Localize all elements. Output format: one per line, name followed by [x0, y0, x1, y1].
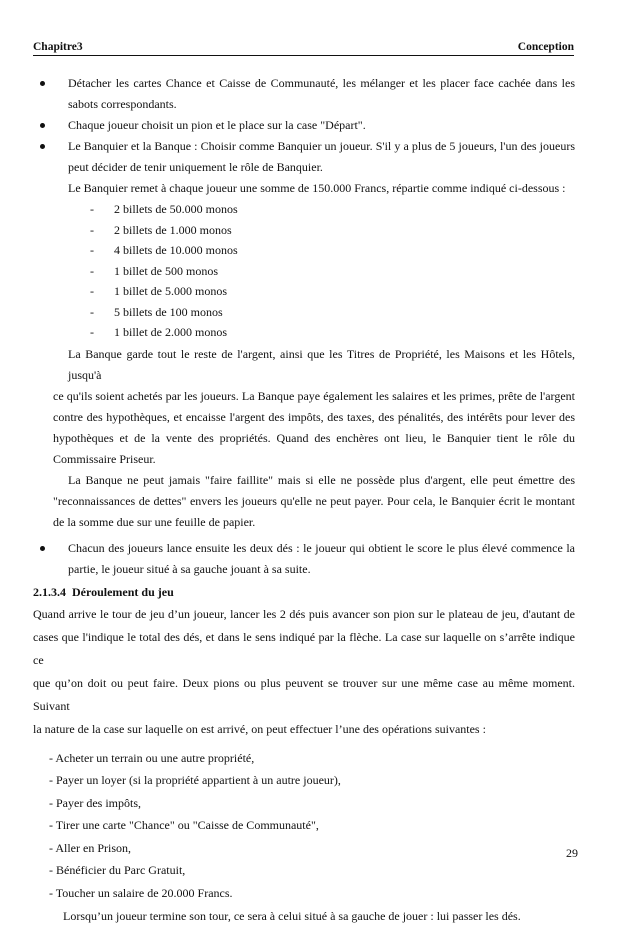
operation-item: - Payer des impôts, [49, 795, 141, 810]
bill-item [90, 302, 575, 323]
dash-marker: - [90, 263, 94, 278]
dash-marker: - [90, 304, 94, 319]
operation-item: - Aller en Prison, [49, 840, 131, 855]
bullet-icon [40, 123, 45, 128]
order-bullet-list [33, 538, 575, 580]
text-line: partie, le joueur situé à sa gauche jouant à sa suite. [68, 561, 311, 576]
page-header [33, 41, 574, 56]
bullet-icon [40, 546, 45, 551]
bill-label: 2 billets de 50.000 monos [114, 202, 238, 216]
bill-label: 1 billet de 500 monos [114, 263, 218, 278]
section-number: 2.1.3.4 [33, 584, 66, 599]
header-section: Conception [517, 41, 574, 53]
dash-marker: - [90, 325, 94, 339]
bill-item [90, 322, 575, 343]
text-line: Détacher les cartes Chance et Caisse de Communauté, les mélanger et les placer face cachée dans les [68, 76, 575, 90]
page-content [33, 73, 575, 927]
section-heading [33, 582, 575, 603]
text-line: Chacun des joueurs lance ensuite les deux dés : le joueur qui obtient le score le plus élevé commence la [68, 540, 575, 555]
bullet-item [33, 538, 575, 580]
bill-label: 1 billet de 5.000 monos [114, 284, 227, 298]
bill-item [90, 240, 575, 261]
closing-sentence: Lorsqu’un joueur termine son tour, ce sera à celui situé à sa gauche de jouer : lui passer les dés. [63, 908, 521, 923]
bank-paragraph [33, 344, 575, 533]
bill-item [90, 220, 575, 241]
bill-label: 2 billets de 1.000 monos [114, 222, 232, 237]
operation-item: - Payer un loyer (si la propriété appartient à un autre joueur), [49, 773, 341, 788]
rules-paragraph [33, 603, 575, 741]
bill-item [90, 281, 575, 302]
dash-marker: - [90, 222, 94, 237]
section-title: Déroulement du jeu [72, 584, 174, 599]
page-number: 29 [566, 846, 578, 860]
dash-marker: - [90, 243, 94, 257]
text-line: hypothèques et de la vente des propriétés. Quand des enchères ont lieu, le Banquier tient le rôle du [53, 430, 575, 445]
bill-item [90, 261, 575, 282]
bill-item [90, 199, 575, 220]
bullet-icon [40, 81, 45, 86]
text-line: cases que l'indique le total des dés, et dans le sens indiqué par la flèche. La case sur laquelle on s’arrête indique ce [33, 629, 575, 667]
setup-bullet-list [33, 73, 575, 343]
text-line: ce qu'ils soient achetés par les joueurs. La Banque paye également les salaires et les primes, prête de l'argent [53, 388, 575, 403]
text-line: Le Banquier remet à chaque joueur une somme de 150.000 Francs, répartie comme indiqué ci-dessous : [68, 181, 566, 195]
text-line: sabots correspondants. [68, 97, 177, 111]
text-line: La Banque ne peut jamais "faire faillite" mais si elle ne possède plus d'argent, elle peut émettre des [68, 472, 575, 487]
bill-label: 1 billet de 2.000 monos [114, 325, 227, 339]
bill-label: 5 billets de 100 monos [114, 304, 223, 319]
operations-list [33, 747, 575, 905]
bullet-icon [40, 144, 45, 149]
text-line: Commissaire Priseur. [53, 451, 156, 466]
text-line: peut décider de tenir uniquement le rôle de Banquier. [68, 160, 323, 174]
text-line: Le Banquier et la Banque : Choisir comme Banquier un joueur. S'il y a plus de 5 joueurs, l'un des joueurs [68, 139, 575, 153]
text-line: Quand arrive le tour de jeu d’un joueur, lancer les 2 dés puis avancer son pion sur le plateau de jeu, d'autant de [33, 606, 575, 621]
bullet-item [33, 136, 575, 343]
operation-item: - Bénéficier du Parc Gratuit, [49, 863, 186, 878]
text-line: que qu’on doit ou peut faire. Deux pions ou plus peuvent se trouver sur une même case au même moment. Suivant [33, 675, 575, 713]
bills-list [68, 199, 575, 343]
dash-marker: - [90, 284, 94, 298]
bullet-item [33, 73, 575, 115]
header-chapter: Chapitre3 [33, 41, 83, 53]
operation-item: - Acheter un terrain ou une autre propriété, [49, 750, 255, 765]
text-line: contre des hypothèques, et encaisse l'argent des impôts, des taxes, des pénalités, des intérêts pour lever des [53, 409, 575, 424]
text-line: la nature de la case sur laquelle on est arrivé, on peut effectuer l’une des opérations suivantes : [33, 721, 486, 736]
bullet-item [33, 115, 575, 136]
text-line: de la somme due sur une feuille de papier. [53, 514, 256, 529]
text-line: "reconnaissances de dettes" envers les joueurs qu'elle ne peut payer. Pour cela, le Banquier écrit le montant [53, 493, 575, 508]
operation-item: - Toucher un salaire de 20.000 Francs. [49, 886, 233, 901]
bill-label: 4 billets de 10.000 monos [114, 243, 238, 257]
text-line: Chaque joueur choisit un pion et le place sur la case "Départ". [68, 118, 366, 132]
dash-marker: - [90, 202, 94, 216]
operation-item: - Tirer une carte "Chance" ou "Caisse de Communauté", [49, 818, 319, 833]
text-line: La Banque garde tout le reste de l'argent, ainsi que les Titres de Propriété, les Maisons et les Hôtels, jusqu'à [68, 346, 575, 382]
